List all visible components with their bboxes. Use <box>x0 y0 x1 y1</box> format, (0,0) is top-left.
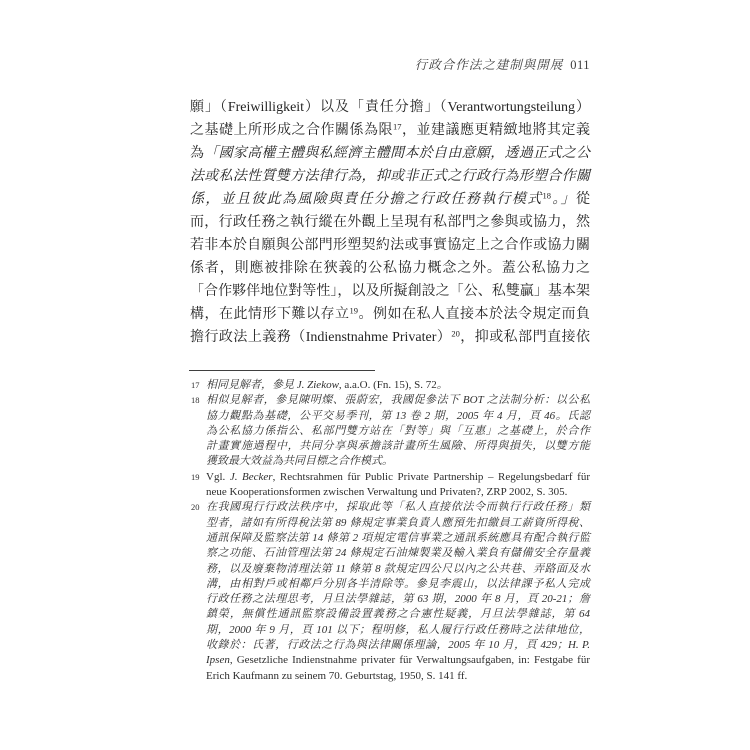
main-text-line-9 <box>190 280 590 303</box>
text-segment: 而，行政任務之執行縱在外觀上呈現有私部門之參與或協力，然 <box>190 215 590 230</box>
text-segment: J. Becker <box>229 470 273 483</box>
text-segment: Vgl. <box>206 470 230 483</box>
main-text-line-3 <box>190 142 590 165</box>
main-text-line-10 <box>190 303 590 326</box>
text-segment: Erich Kaufmann zu seinem 70. Geburtstag, 1950, S. 141 ff. <box>206 669 468 682</box>
text-segment: 通訊保障及監察法第 14 條第 2 項規定電信事業之通訊系統應具有配合執行監 <box>206 531 590 544</box>
text-segment: 若非本於自願與公部門形塑契約法或事實協定上之合作或協力關 <box>190 238 590 253</box>
footnote-separator <box>189 370 375 371</box>
footnote-ref: 18 <box>542 190 552 201</box>
text-segment: 務，以及廢棄物清理法第 11 條第 8 款規定四公尺以內之公共巷、弄路面及水 <box>206 562 590 575</box>
text-segment: 在我國現行行政法秩序中，採取此等「私人直接依法令而執行行政任務」類 <box>206 501 590 514</box>
text-segment: 行政任務之法理思考，月旦法學雜誌，第 63 期，2000 年 8 月，頁 20-21；詹 <box>206 593 590 606</box>
main-text-line-1 <box>190 96 590 119</box>
footnote-line <box>206 424 590 439</box>
footnote-line <box>206 393 590 408</box>
text-segment: 係者，則應被排除在狹義的公私協力概念之外。蓋公私協力之 <box>190 261 590 276</box>
footnote-line <box>206 378 590 393</box>
footnote-number: 20 <box>191 502 200 513</box>
body-text <box>190 96 590 349</box>
text-segment: , Gesetzliche Indienstnahme privater für Verwaltungsaufgaben, in: Festgabe für <box>229 654 590 667</box>
footnote-ref: 20 <box>451 328 460 339</box>
text-segment: Ipsen <box>206 654 230 667</box>
footnote-line <box>206 562 590 577</box>
text-segment: 相似見解者，參見陳明燦、張蔚宏，我國促參法下 BOT 之法制分析：以公私 <box>206 394 590 407</box>
running-header <box>415 55 590 73</box>
text-segment: ，並建議應更精緻地將其定義 <box>401 123 590 138</box>
footnote-line <box>206 409 590 424</box>
main-text-line-7 <box>190 234 590 257</box>
footnote-line <box>206 669 590 684</box>
main-text-line-11 <box>190 326 590 349</box>
text-segment: 。」 <box>551 192 577 207</box>
footnote-number: 17 <box>191 380 200 390</box>
footnote-ref: 17 <box>393 121 402 132</box>
footnote-line <box>206 454 590 469</box>
text-segment: 法或私法性質雙方法律行為，抑或非正式之行政行為形塑合作關 <box>190 169 590 184</box>
footnote-number: 18 <box>191 395 200 406</box>
footnote-line <box>206 516 590 531</box>
text-segment: 為公私協力係指公、私部門雙方站在「對等」與「互惠」之基礎上，於合作 <box>206 424 590 437</box>
main-text-line-8 <box>190 257 590 280</box>
text-segment: 「國家高權主體與私經濟主體間本於自由意願，透過正式之公 <box>204 146 590 161</box>
footnote-line <box>206 623 590 638</box>
footnote-line <box>206 592 590 607</box>
footnote-line <box>206 577 590 592</box>
text-segment: 獲致最大效益為共同目標之合作模式。 <box>206 455 393 468</box>
footnote-20 <box>190 500 590 684</box>
main-text-line-5 <box>190 188 590 211</box>
footnote-line <box>206 500 590 515</box>
text-segment: 收錄於：氏著，行政法之行為與法律關係理論，2005 年 10 月，頁 429； <box>206 639 568 652</box>
text-segment: 型者，諸如有所得稅法第 89 條規定事業負責人應預先扣繳員工薪資所得稅、 <box>206 516 590 529</box>
footnote-line <box>206 485 590 500</box>
text-segment: 。 <box>436 379 448 391</box>
footnote-line <box>206 439 590 454</box>
footnote-line <box>206 546 590 561</box>
footnote-17 <box>190 378 590 393</box>
text-segment: 構，在此情形下難以存立 <box>190 307 350 322</box>
text-segment: , Rechtsrahmen für Public Private Partnership – Regelungsbedarf für <box>272 470 590 483</box>
text-segment: 察之功能、石油管理法第 24 條規定石油煉製業及輸入業負有儲備安全存量義 <box>206 547 590 560</box>
text-segment: 係，並且彼此為風險與責任分擔之行政任務執行模式 <box>190 192 543 207</box>
footnote-line <box>206 607 590 622</box>
page-number: 011 <box>570 58 590 72</box>
footnote-line <box>206 638 590 653</box>
text-segment: , a.a.O. (Fn. 15), S. 72 <box>338 379 437 391</box>
text-segment: 「合作夥伴地位對等性」，以及所擬創設之「公、私雙贏」基本架 <box>190 284 590 299</box>
footnote-line <box>206 653 590 668</box>
footnote-line <box>206 470 590 485</box>
text-segment: 鎮榮，無償性通訊監察設備設置義務之合憲性疑義，月旦法學雜誌，第 64 <box>206 608 590 621</box>
text-segment: 擔行政法上義務（Indienstnahme Privater） <box>190 330 452 345</box>
text-segment: 溝，由相對戶或相鄰戶分別各半清除等。參見李震山，以法律課予私人完成 <box>206 577 590 590</box>
main-text-line-6 <box>190 211 590 234</box>
footnotes-block <box>190 378 590 684</box>
text-segment: 協力觀點為基礎，公平交易季刊，第 13 卷 2 期，2005 年 4 月，頁 46。氏認 <box>206 409 590 422</box>
text-segment: 。例如在私人直接本於法令規定而負 <box>358 307 590 322</box>
footnote-line <box>206 531 590 546</box>
text-segment: 從 <box>576 192 591 207</box>
footnote-19 <box>190 470 590 501</box>
chapter-title: 行政合作法之建制與開展 <box>414 58 564 72</box>
text-segment: 願」（Freiwilligkeit）以及「責任分擔」（Verantwortungsteilung） <box>190 100 590 115</box>
text-segment: neue Kooperationsformen zwischen Verwaltung und Privaten?, ZRP 2002, S. 305. <box>206 486 568 499</box>
text-segment: 為 <box>190 146 205 161</box>
main-text-line-2 <box>190 119 590 142</box>
text-segment: H. P. <box>567 639 590 652</box>
footnote-ref: 19 <box>349 305 358 316</box>
text-segment: ，抑或私部門直接依 <box>459 330 590 345</box>
text-segment: 期，2000 年 9 月，頁 101 以下；程明修，私人履行行政任務時之法律地位， <box>206 623 590 636</box>
text-segment: 之基礎上所形成之合作關係為限 <box>190 123 393 138</box>
main-text-line-4 <box>190 165 590 188</box>
text-segment: 計畫實施過程中，共同分享與承擔該計畫所生風險、所得與損失，以雙方能 <box>206 440 590 453</box>
footnote-18 <box>190 393 590 469</box>
text-segment: J. Ziekow <box>296 379 339 391</box>
footnote-number: 19 <box>191 471 200 482</box>
text-segment: 相同見解者，參見 <box>206 379 297 391</box>
